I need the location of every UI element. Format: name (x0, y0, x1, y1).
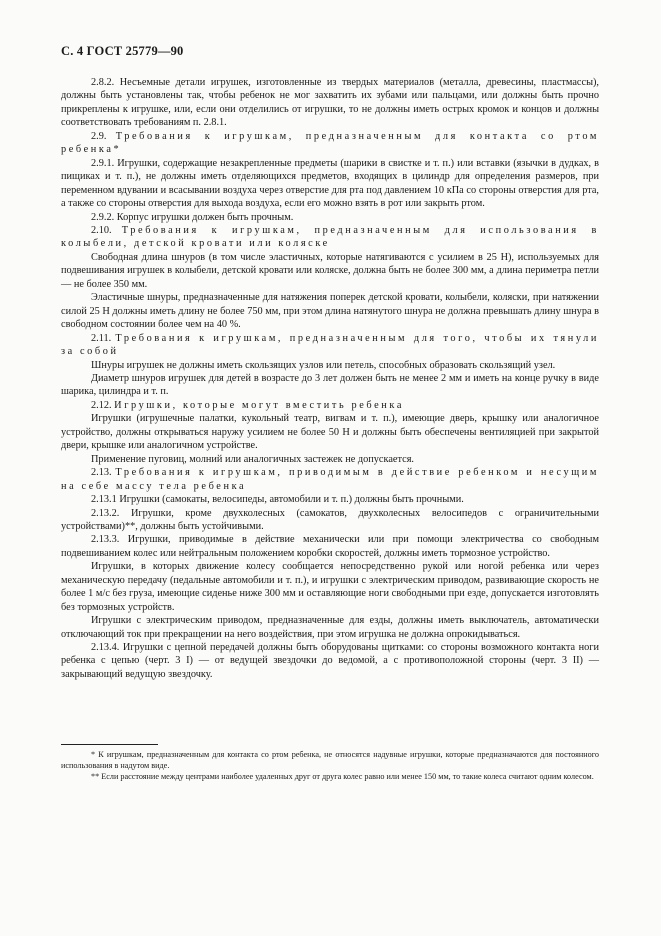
paragraph-switch: Игрушки с электрическим приводом, предназначенные для езды, должны иметь выключатель, автоматически отключающий ток при прекращении на него воздействия, при этом игрушка не должна опрокидываться. (61, 615, 599, 640)
footnote-2: ** Если расстояние между центрами наиболее удаленных друг от друга колес равно или менее 150 мм, то такие колеса считают одним колесом. (91, 772, 594, 781)
footnote-divider (61, 744, 158, 745)
document-body (61, 76, 599, 681)
page-header: С. 4 ГОСТ 25779—90 (61, 44, 184, 58)
paragraph-2-9-2: 2.9.2. Корпус игрушки должен быть прочным. (91, 211, 294, 223)
footnote-1: * К игрушкам, предназначенным для контакта со ртом ребенка, не относятся надувные игрушки, которые предназначаются для постоянного использования в надутом виде. (61, 750, 599, 770)
heading-title: Требования к игрушкам, приводимым в действие ребенком и несущим на себе массу тела ребенка (61, 467, 599, 492)
heading-title: Требования к игрушкам, предназначенным для того, чтобы их тянули за собой (61, 332, 600, 358)
paragraph-2-13-3: 2.13.3. Игрушки, приводимые в действие механически или при помощи электричества со свободным подвешиванием колес или нейтральным положением коробки скоростей, должны иметь тормозное устройство. (61, 534, 599, 559)
paragraph-2-9-1: 2.9.1. Игрушки, содержащие незакрепленные предметы (шарики в свистке и т. п.) или вставки (язычки в дудках, в пищиках и т. п.), не должны иметь отделяющихся предметов, входящих в цилиндр для определения размеров, при переменном вдувании и всасывании воздуха через отверстие для рта под давлением 10 кПа со стороны отверстия для рта, а также со стороны отверстия для выхода воздуха, если его можно взять в рот или закрыть ртом. (61, 157, 599, 210)
heading-2-10: 2.10. Требования к игрушкам, предназначенным для использования в колыбели, детской кровати или коляске (61, 224, 599, 250)
paragraph-pull-cords: Шнуры игрушек не должны иметь скользящих узлов или петель, способных образовать скользящий узел. (91, 359, 556, 371)
paragraph-elastic-cords: Эластичные шнуры, предназначенные для натяжения поперек детской кровати, колыбели, коляски, при натяжении силой 25 Н должны иметь длину не более 750 мм, при этом длина натянутого шнура не должна превышать длину шнура в свободном состоянии более чем на 40 %. (61, 292, 599, 331)
heading-title: Игрушки, которые могут вместить ребенка (114, 399, 405, 411)
paragraph-2-13-2: 2.13.2. Игрушки, кроме двухколесных (самокатов, двухколесных велосипедов с ограничительными устройствами)**, должны быть устойчивыми. (61, 507, 599, 532)
paragraph-tents: Игрушки (игрушечные палатки, кукольный театр, вигвам и т. п.), имеющие дверь, крышку или аналогичное устройство, должны открываться наружу усилием не более 50 Н и должны быть обеспечены вентиляцией при закрытой двери, крышке или аналогичном устройстве. (61, 413, 599, 452)
heading-2-11: 2.11. Требования к игрушкам, предназначенным для того, чтобы их тянули за собой (61, 332, 600, 358)
heading-2-13: 2.13. Требования к игрушкам, приводимым в действие ребенком и несущим на себе массу тела ребенка (61, 467, 599, 492)
paragraph-fasteners: Применение пуговиц, молний или аналогичных застежек не допускается. (91, 453, 414, 465)
heading-2-9: 2.9. Требования к игрушкам, предназначенным для контакта со ртом ребенка* (61, 130, 599, 156)
paragraph-cords-length: Свободная длина шнуров (в том числе эластичных, которые натягиваются с усилием в 25 Н), используемых для подвешивания игрушек в колыбели, детской кровати или коляске, должна быть не более 300 мм, а длина периметра петли — не более 350 мм. (61, 251, 599, 290)
heading-title: Требования к игрушкам, предназначенным для контакта со ртом ребенка* (61, 130, 599, 156)
paragraph-brakes: Игрушки, в которых движение колесу сообщается непосредственно рукой или ногой ребенка или через механическую передачу (педальные автомобили и т. п.), и игрушки с электрическим приводом, развивающие скорость не более 1 м/с без груза, имеющие сиденье ниже 300 мм и оставляющие ноги свободными при езде, допускается изготовлять без тормозных устройств. (61, 561, 599, 613)
paragraph-2-13-4: 2.13.4. Игрушки с цепной передачей должны быть оборудованы щитками: со стороны возможного контакта ноги ребенка с цепью (черт. 3 I) — от ведущей звездочки до ведомой, а с противоположной стороны (черт. 3 II) — закрывающий ведущую звездочку. (61, 642, 599, 680)
heading-title: Требования к игрушкам, предназначенным для использования в колыбели, детской кровати или коляске (61, 224, 599, 250)
paragraph-cord-diameter: Диаметр шнуров игрушек для детей в возрасте до 3 лет должен быть не менее 2 мм и иметь на конце ручку в виде шарика, цилиндра и т. п. (61, 372, 599, 398)
footnotes (61, 749, 599, 782)
paragraph-2-13-1: 2.13.1 Игрушки (самокаты, велосипеды, автомобили и т. п.) должны быть прочными. (91, 494, 464, 506)
heading-2-12: 2.12. Игрушки, которые могут вместить ребенка (91, 399, 405, 411)
paragraph-2-8-2: 2.8.2. Несъемные детали игрушек, изготовленные из твердых материалов (металла, древесины, пластмассы), должны быть установлены так, чтобы ребенок не мог захватить их зубами или пальцами, или должны быть прочно прикреплены к игрушке, или, если они отделились от игрушки, то не должны иметь острых кромок и концов и должны соответствовать требованиям п. 2.8.1. (61, 77, 599, 129)
